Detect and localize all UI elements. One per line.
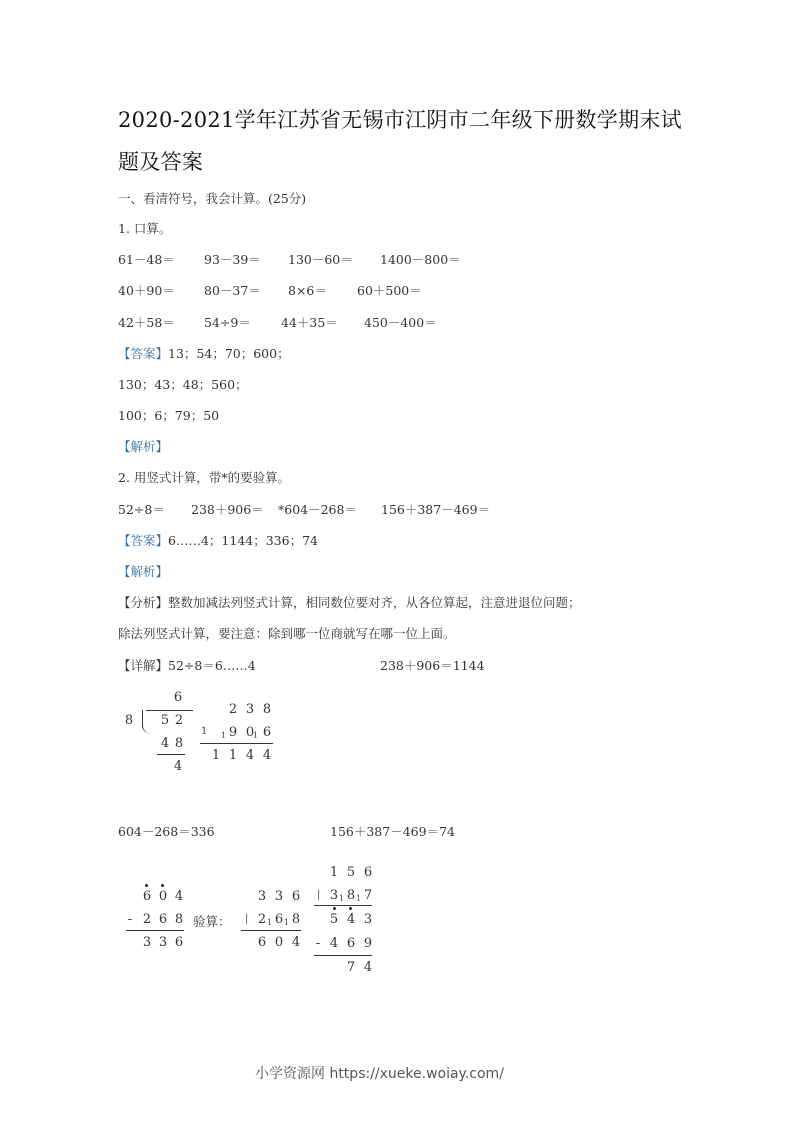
digit: 0 xyxy=(245,725,255,740)
answer-line: 100；6；79；50 xyxy=(118,408,220,423)
problem: 44＋35＝ xyxy=(281,315,338,330)
digit: 3 xyxy=(257,889,267,904)
minus-sign: - xyxy=(127,912,133,927)
problem: 8×6＝ xyxy=(288,283,327,298)
answer-tag: 【答案】 xyxy=(118,533,169,548)
digit: 6 xyxy=(257,935,267,950)
digit: 9 xyxy=(228,725,238,740)
difference-line xyxy=(126,930,184,931)
problem: 156＋387－469＝ xyxy=(381,502,491,517)
digit: 6 xyxy=(363,865,373,880)
answer-line xyxy=(118,344,290,362)
analysis-text: 整数加减法列竖式计算，相同数位要对齐，从各位算起，注意进退位问题； xyxy=(168,595,581,610)
detail-eq: 52÷8＝6……4 xyxy=(168,658,256,673)
digit: 6 xyxy=(158,912,168,927)
digit: 3 xyxy=(158,935,168,950)
division-subline xyxy=(157,754,185,755)
digit: 5 xyxy=(329,912,339,927)
plus-sign-mark: | xyxy=(245,913,249,924)
digit: 8 xyxy=(262,702,272,717)
analysis-label: 【分析】 xyxy=(118,595,169,610)
problem: 1400－800＝ xyxy=(380,252,461,267)
quotient: 6 xyxy=(173,690,183,705)
problem: 42＋58＝ xyxy=(118,315,175,330)
detail-label: 【详解】 xyxy=(118,658,169,673)
sum-line xyxy=(314,905,372,906)
problem: 60＋500＝ xyxy=(357,283,422,298)
product-digit: 4 xyxy=(160,736,170,751)
borrow-dot xyxy=(145,884,148,887)
digit: 4 xyxy=(363,960,373,975)
problem: 40＋90＝ xyxy=(118,283,175,298)
product-digit: 8 xyxy=(174,736,184,751)
plus-sign-mark: | xyxy=(317,889,321,900)
sum-line xyxy=(241,930,301,931)
minus-sign: - xyxy=(315,936,321,951)
digit: 1 xyxy=(329,865,339,880)
division-bracket xyxy=(142,710,151,734)
plus-sign-mark: 1 xyxy=(201,726,208,737)
digit: 0 xyxy=(274,935,284,950)
digit: 4 xyxy=(174,889,184,904)
analysis-line: 除法列竖式计算，要注意：除到哪一位商就写在哪一位上面。 xyxy=(118,626,456,641)
digit: 0 xyxy=(158,889,168,904)
digit: 6 xyxy=(262,725,272,740)
detail-eq: 604－268＝336 xyxy=(118,824,215,839)
problem: *604－268＝ xyxy=(278,502,357,517)
detail-line xyxy=(118,656,256,674)
digit: 8 xyxy=(291,912,301,927)
digit: 1 xyxy=(211,748,221,763)
digit: 6 xyxy=(274,912,284,927)
difference-line xyxy=(314,955,372,956)
answer-tag: 【答案】 xyxy=(118,346,169,361)
question-2-label: 2. 用竖式计算，带*的要验算。 xyxy=(118,470,291,485)
problem: 54÷9＝ xyxy=(204,315,251,330)
borrow-dot xyxy=(333,907,336,910)
question-1-label: 1. 口算。 xyxy=(118,221,172,236)
analysis-tag: 【解析】 xyxy=(118,439,169,454)
digit: 4 xyxy=(291,935,301,950)
answer-text: 6……4；1144；336；74 xyxy=(168,533,318,548)
borrow-dot xyxy=(349,907,352,910)
problem: 52÷8＝ xyxy=(118,502,165,517)
digit: 3 xyxy=(142,935,152,950)
carry-mark: 1 xyxy=(356,894,362,903)
section-heading: 一、看清符号，我会计算。(25分) xyxy=(118,191,307,206)
division-bar xyxy=(146,710,193,711)
divisor: 8 xyxy=(124,713,134,728)
problem: 93－39＝ xyxy=(204,252,261,267)
digit: 3 xyxy=(245,702,255,717)
digit: 8 xyxy=(346,888,356,903)
digit: 1 xyxy=(228,748,238,763)
detail-eq: 238＋906＝1144 xyxy=(380,658,485,673)
digit: 7 xyxy=(363,888,373,903)
dividend-digit: 2 xyxy=(174,713,184,728)
detail-eq: 156＋387－469＝74 xyxy=(330,824,455,839)
remainder: 4 xyxy=(173,759,183,774)
digit: 2 xyxy=(142,912,152,927)
page-title-line1: 2020-2021学年江苏省无锡市江阴市二年级下册数学期末试 xyxy=(118,108,682,132)
digit: 7 xyxy=(346,960,356,975)
digit: 6 xyxy=(291,889,301,904)
digit: 6 xyxy=(174,935,184,950)
digit: 9 xyxy=(363,936,373,951)
problem: 238＋906＝ xyxy=(191,502,264,517)
carry-mark: 1 xyxy=(267,918,273,927)
problem: 61－48＝ xyxy=(118,252,175,267)
dividend-digit: 5 xyxy=(160,713,170,728)
digit: 3 xyxy=(329,888,339,903)
borrow-dot xyxy=(161,884,164,887)
problem: 450－400＝ xyxy=(364,315,437,330)
digit: 5 xyxy=(346,865,356,880)
carry-mark: 1 xyxy=(253,731,259,740)
footer-watermark: 小学资源网 https://xueke.woiay.com/ xyxy=(255,1066,504,1082)
digit: 8 xyxy=(174,912,184,927)
digit: 4 xyxy=(245,748,255,763)
digit: 2 xyxy=(228,702,238,717)
digit: 6 xyxy=(346,936,356,951)
answer-text: 13；54；70；600； xyxy=(168,346,290,361)
problem: 130－60＝ xyxy=(288,252,353,267)
analysis-tag: 【解析】 xyxy=(118,564,169,579)
carry-mark: 1 xyxy=(284,918,290,927)
digit: 4 xyxy=(329,936,339,951)
answer-line xyxy=(118,531,318,549)
analysis-line xyxy=(118,593,581,611)
answer-line: 130；43；48；560； xyxy=(118,377,248,392)
check-label: 验算： xyxy=(193,914,231,929)
carry-mark: 1 xyxy=(339,894,345,903)
digit: 4 xyxy=(262,748,272,763)
page-title-line2: 题及答案 xyxy=(118,150,204,174)
digit: 3 xyxy=(274,889,284,904)
digit: 3 xyxy=(363,912,373,927)
problem: 80－37＝ xyxy=(204,283,261,298)
digit: 4 xyxy=(346,912,356,927)
sum-line xyxy=(200,743,273,744)
digit: 2 xyxy=(257,912,267,927)
carry-mark: 1 xyxy=(221,731,227,740)
digit: 6 xyxy=(142,889,152,904)
